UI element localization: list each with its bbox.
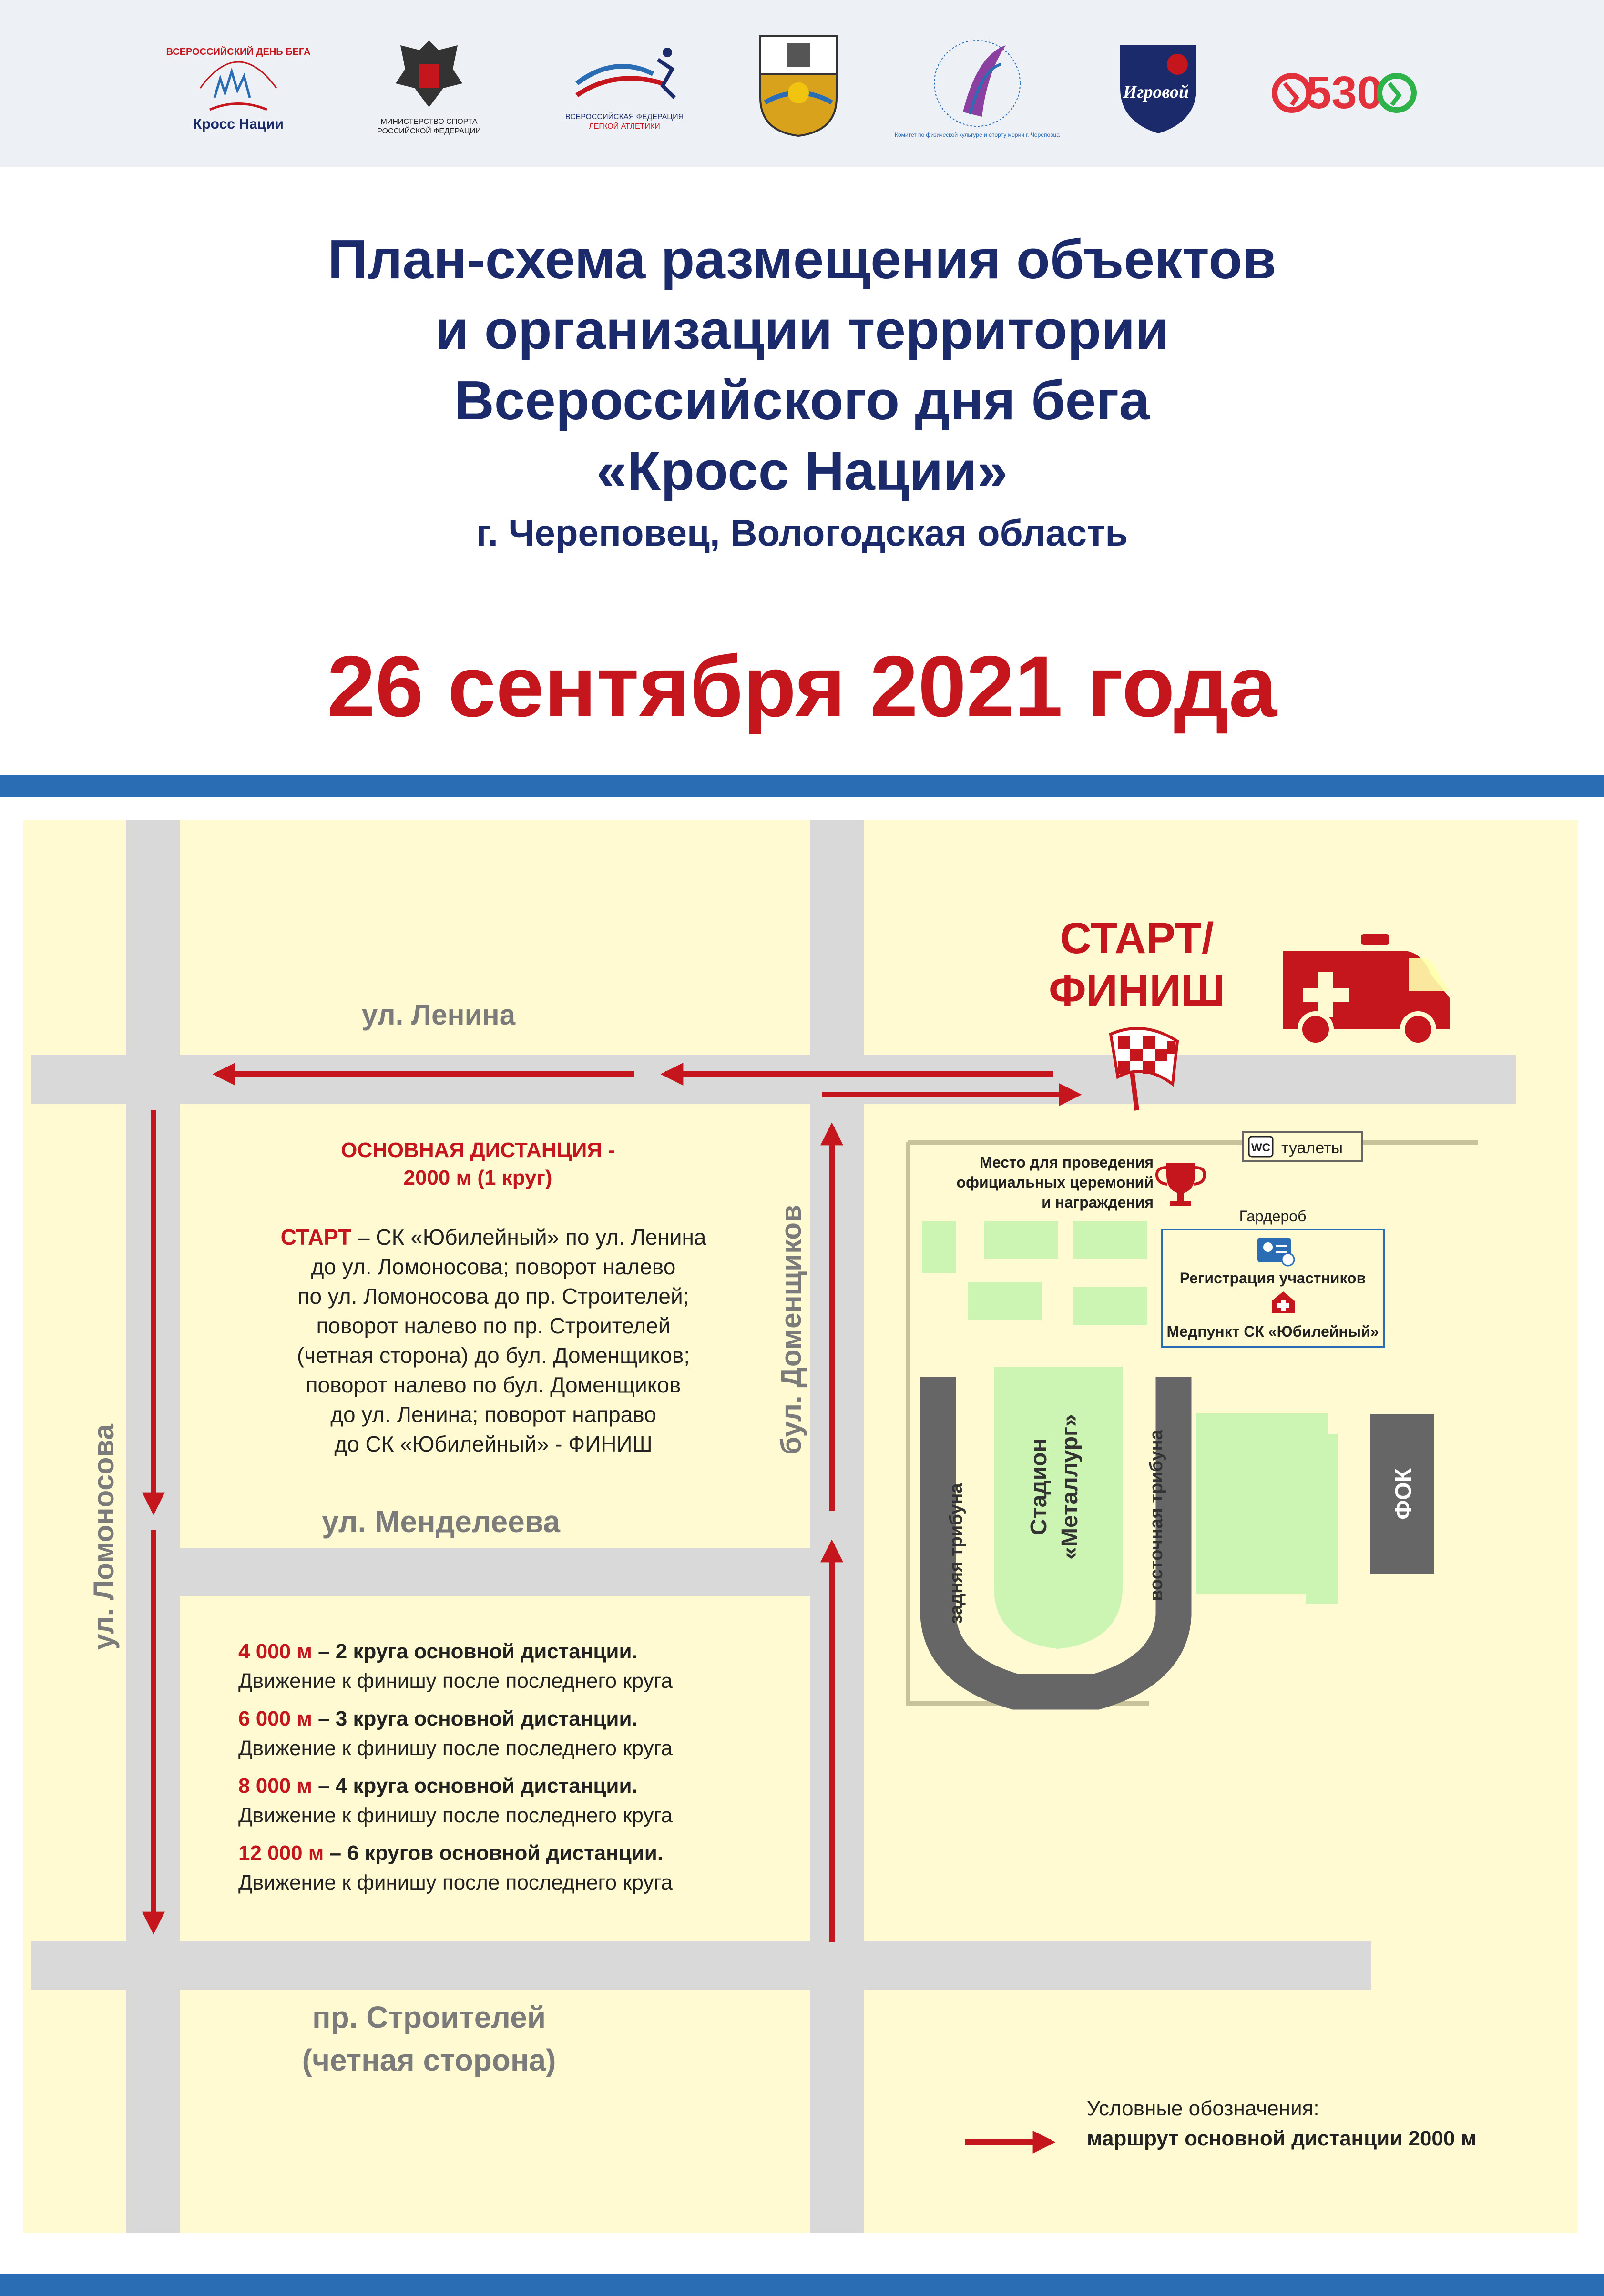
distance-item — [238, 1839, 801, 1898]
finish-label: ФИНИШ — [1049, 966, 1225, 1015]
ceremony-label-2: официальных церемоний — [956, 1174, 1154, 1191]
street-label-stroiteley-side: (четная сторона) — [302, 2043, 556, 2077]
street-label-mendeleeva: ул. Менделеева — [322, 1504, 560, 1539]
distance-note: Движение к финишу после последнего круга — [238, 1804, 673, 1827]
wc-icon-text: WC — [1251, 1141, 1270, 1154]
distance-desc: – 6 кругов основной дистанции. — [324, 1841, 664, 1865]
route-line-1 — [200, 1222, 787, 1252]
distance-value: 8 000 м — [238, 1774, 312, 1798]
road-mendeleeva — [180, 1548, 810, 1596]
kross-logo-top-text: ВСЕРОССИЙСКИЙ ДЕНЬ БЕГА — [166, 47, 311, 57]
distance-item — [238, 1704, 801, 1763]
route-line-1-text: – СК «Юбилейный» по ул. Ленина — [351, 1225, 706, 1250]
route-line-2: до ул. Ломоносова; поворот налево — [311, 1254, 676, 1279]
road-stroiteley — [31, 1941, 1371, 1990]
main-distance-title-2: 2000 м (1 круг) — [403, 1166, 552, 1189]
page-title-line-2: и организации территории — [435, 299, 1169, 361]
route-line-6: поворот налево по бул. Доменщиков — [306, 1372, 681, 1397]
minsport-text-2: РОССИЙСКОЙ ФЕДЕРАЦИИ — [377, 127, 481, 135]
minsport-text-1: МИНИСТЕРСТВО СПОРТА — [380, 118, 478, 126]
distance-value: 6 000 м — [238, 1707, 312, 1730]
distance-note: Движение к финишу после последнего круга — [238, 1737, 673, 1760]
registration-label: Регистрация участников — [1179, 1270, 1366, 1287]
kross-logo-text: Кросс Нации — [193, 116, 284, 132]
legend-title: Условные обозначения: — [1087, 2097, 1319, 2120]
route-line-3: по ул. Ломоносова до пр. Строителей; — [297, 1284, 689, 1309]
page-title-line-4: «Кросс Нации» — [596, 440, 1008, 502]
registration-icon — [1257, 1238, 1294, 1266]
main-distance-title-1: ОСНОВНАЯ ДИСТАНЦИЯ - — [341, 1138, 615, 1162]
distance-desc: – 4 круга основной дистанции. — [312, 1774, 638, 1798]
distance-value: 4 000 м — [238, 1640, 312, 1663]
distances-list — [238, 1637, 801, 1898]
vfla-text-1: ВСЕРОССИЙСКАЯ ФЕДЕРАЦИЯ — [565, 113, 684, 121]
start-label: СТАРТ/ — [1060, 914, 1214, 963]
street-label-lomonosova: ул. Ломоносова — [88, 1424, 120, 1650]
route-line-5: (четная сторона) до бул. Доменщиков; — [296, 1343, 690, 1368]
toilets-label: туалеты — [1281, 1139, 1343, 1157]
distance-desc: – 3 круга основной дистанции. — [312, 1707, 638, 1730]
distance-item — [238, 1771, 801, 1830]
page-title-line-3: Всероссийского дня бега — [454, 369, 1150, 431]
stadium-name-line-1: Стадион — [1026, 1438, 1052, 1535]
route-line-8: до СК «Юбилейный» - ФИНИШ — [334, 1432, 653, 1456]
igrovoy-text: Игровой — [1123, 82, 1189, 102]
location-subtitle: г. Череповец, Вологодская область — [476, 512, 1128, 554]
wardrobe-label: Гардероб — [1239, 1208, 1307, 1225]
road-lenina — [31, 1055, 1516, 1104]
vfla-text-2: ЛЕГКОЙ АТЛЕТИКИ — [589, 122, 660, 131]
east-stand-label: восточная трибуна — [1146, 1430, 1166, 1601]
distance-note: Движение к финишу после последнего круга — [238, 1871, 673, 1894]
legend-item: маршрут основной дистанции 2000 м — [1087, 2127, 1477, 2150]
street-label-stroiteley: пр. Строителей — [312, 2000, 546, 2034]
route-line-7: до ул. Ленина; поворот направо — [330, 1402, 656, 1427]
event-date: 26 сентября 2021 года — [327, 638, 1277, 735]
ceremony-label-1: Место для проведения — [980, 1154, 1154, 1171]
main-distance-title — [200, 1137, 756, 1192]
530-text: 530 — [1306, 67, 1383, 118]
medpoint-label: Медпункт СК «Юбилейный» — [1166, 1323, 1379, 1340]
street-label-lenina: ул. Ленина — [361, 999, 516, 1031]
road-domenshchikov — [810, 820, 864, 2233]
distance-value: 12 000 м — [238, 1841, 324, 1865]
main-distance-description — [200, 1222, 787, 1459]
fok-label: ФОК — [1391, 1468, 1416, 1520]
ceremony-label-3: и награждения — [1042, 1194, 1154, 1211]
start-word: СТАРТ — [280, 1225, 352, 1250]
distance-note: Движение к финишу после последнего круга — [238, 1669, 673, 1693]
page-title-line-1: План-схема размещения объектов — [327, 228, 1277, 290]
west-stand-label: задняя трибуна — [946, 1483, 966, 1624]
route-line-4: поворот налево по пр. Строителей — [316, 1313, 671, 1338]
street-label-domenshchikov: бул. Доменщиков — [775, 1205, 807, 1454]
committee-text: Комитет по физической культуре и спорту мэрии г. Череповца — [894, 132, 1060, 138]
stadium-name-line-2: «Металлург» — [1057, 1414, 1083, 1560]
map-background — [23, 820, 1578, 2233]
road-lomonosova — [126, 820, 180, 2233]
distance-item — [238, 1637, 801, 1696]
distance-desc: – 2 круга основной дистанции. — [312, 1640, 638, 1663]
